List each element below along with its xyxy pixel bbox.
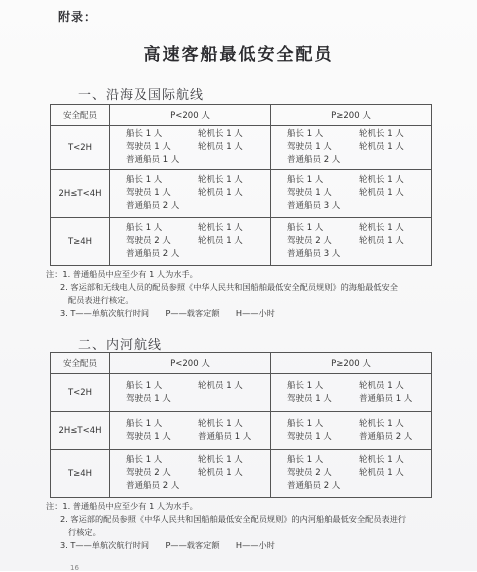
appendix-label: 附录： [58,10,98,24]
crew-entry: 普通船员 2 人 [287,155,341,165]
crew-entry: 轮机长 1 人 [359,455,404,465]
crew-entry: 轮机员 1 人 [198,188,243,198]
crew-entry: 轮机长 1 人 [198,129,243,139]
crew-entry: 轮机长 1 人 [198,418,243,429]
crew-entry: 船长 1 人 [287,223,324,233]
crew-cell [271,170,432,218]
note-line: 2. 客运部的配员参照《中华人民共和国船舶最低安全配员规则》的内河船舶最低安全配员表进行 [60,514,407,524]
crew-entry: 驾驶员 1 人 [126,188,171,198]
crew-entry: 轮机长 1 人 [198,175,243,185]
table-row [51,374,432,412]
crew-entry: 普通船员 2 人 [287,481,341,491]
table-row [51,218,432,266]
crew-cell [110,126,271,170]
crew-entry: 普通船员 3 人 [287,249,341,259]
crew-entry: 轮机长 1 人 [359,175,404,185]
crew-entry: 轮机长 1 人 [198,223,243,233]
crew-entry: 船长 1 人 [126,418,163,429]
crew-entry: 驾驶员 2 人 [126,468,171,478]
crew-entry: 轮机长 1 人 [198,455,243,465]
crew-entry: 船长 1 人 [287,380,324,391]
table-coastal [50,104,432,266]
note-line: 3. T——单航次航行时间 P——载客定额 H——小时 [60,540,275,550]
crew-entry: 轮机员 1 人 [359,468,404,478]
crew-entry: 轮机员 1 人 [198,236,243,246]
section-heading-coastal: 一、沿海及国际航线 [78,88,205,103]
crew-entry: 驾驶员 1 人 [287,188,332,198]
crew-entry: 船长 1 人 [287,418,324,429]
column-header: P<200 人 [110,353,271,374]
note-line: 2. 客运部和无线电人员的配员参照《中华人民共和国船舶最低安全配员规则》的海船最低安全 [60,282,398,292]
crew-entry: 船长 1 人 [126,455,163,465]
crew-entry: 轮机员 1 人 [198,468,243,478]
crew-cell [110,218,271,266]
crew-cell [110,412,271,450]
crew-entry: 船长 1 人 [126,175,163,185]
crew-entry: 轮机员 1 人 [359,188,404,198]
crew-entry: 驾驶员 1 人 [287,142,332,152]
section-heading-inland: 二、内河航线 [78,338,163,353]
crew-entry: 普通船员 1 人 [359,393,413,404]
crew-entry: 船长 1 人 [126,380,163,391]
crew-entry: 驾驶员 2 人 [287,468,332,478]
crew-entry: 轮机员 1 人 [359,380,404,391]
crew-cell [271,374,432,412]
table-header-row [51,105,432,126]
notes-inland [46,500,406,552]
page-title: 高速客船最低安全配员 [143,45,334,65]
crew-cell [271,412,432,450]
note-line: 行核定。 [68,527,101,537]
table-row [51,170,432,218]
column-header: 安全配员 [51,353,110,374]
column-header: P≥200 人 [271,105,432,126]
level-cell: T≥4H [51,450,110,498]
crew-entry: 普通船员 3 人 [287,201,341,211]
crew-cell [110,170,271,218]
note-line: 3. T——单航次航行时间 P——载客定额 H——小时 [60,308,275,318]
column-header: P<200 人 [110,105,271,126]
crew-entry: 轮机长 1 人 [359,129,404,139]
crew-entry: 驾驶员 1 人 [287,393,332,404]
note-line: 注：1. 普通船员中应至少有 1 人为水手。 [46,501,198,511]
page-number: 16 [70,564,79,572]
crew-entry: 驾驶员 2 人 [287,236,332,246]
level-cell: T≥4H [51,218,110,266]
table-row [51,412,432,450]
table-row [51,126,432,170]
level-cell: T<2H [51,126,110,170]
level-cell: 2H≤T<4H [51,170,110,218]
table-row [51,450,432,498]
crew-cell [110,374,271,412]
crew-entry: 船长 1 人 [287,175,324,185]
crew-entry: 驾驶员 1 人 [126,393,171,404]
crew-entry: 驾驶员 2 人 [126,236,171,246]
crew-entry: 普通船员 1 人 [126,155,180,165]
crew-entry: 船长 1 人 [126,223,163,233]
crew-entry: 轮机员 1 人 [359,142,404,152]
crew-cell [271,218,432,266]
crew-entry: 驾驶员 1 人 [287,431,332,442]
notes-coastal [46,268,398,320]
crew-entry: 轮机员 1 人 [359,236,404,246]
level-cell: 2H≤T<4H [51,412,110,450]
crew-entry: 船长 1 人 [126,129,163,139]
crew-entry: 轮机员 1 人 [198,142,243,152]
crew-entry: 普通船员 2 人 [126,481,180,491]
crew-entry: 驾驶员 1 人 [126,142,171,152]
crew-entry: 驾驶员 1 人 [126,431,171,442]
note-line: 注：1. 普通船员中应至少有 1 人为水手。 [46,269,198,279]
crew-entry: 船长 1 人 [287,129,324,139]
crew-entry: 船长 1 人 [287,455,324,465]
crew-entry: 轮机长 1 人 [359,223,404,233]
table-inland [50,352,432,498]
crew-entry: 轮机员 1 人 [198,380,243,391]
crew-cell [271,450,432,498]
crew-entry: 普通船员 1 人 [198,431,252,442]
column-header: 安全配员 [51,105,110,126]
column-header: P≥200 人 [271,353,432,374]
table-header-row [51,353,432,374]
crew-entry: 普通船员 2 人 [359,431,413,442]
crew-cell [110,450,271,498]
crew-entry: 轮机长 1 人 [359,418,404,429]
crew-cell [271,126,432,170]
note-line: 配员表进行核定。 [68,295,134,305]
crew-entry: 普通船员 2 人 [126,201,180,211]
level-cell: T<2H [51,374,110,412]
crew-entry: 普通船员 2 人 [126,249,180,259]
